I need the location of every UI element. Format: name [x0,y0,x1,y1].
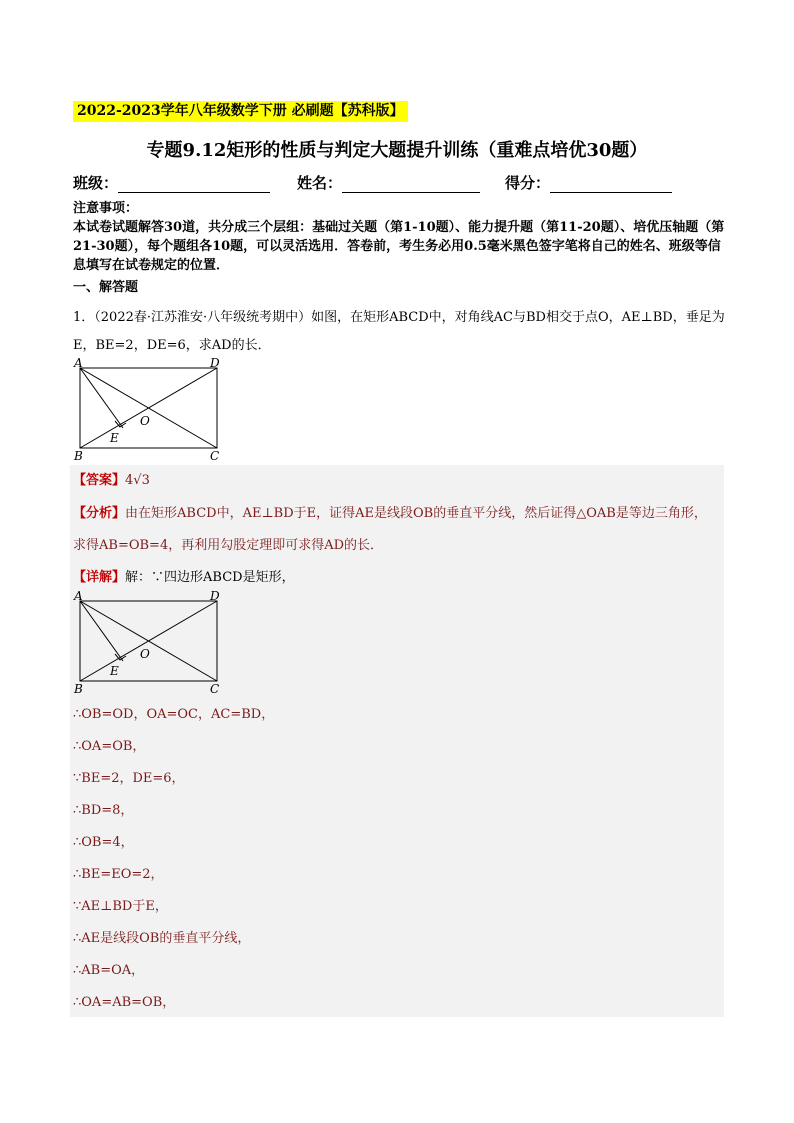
vertex-b-label: B [74,682,83,696]
section-title: 一、解答题 [73,280,139,295]
analysis-text: 由在矩形ABCD中，AE⊥BD于E，证得AE是线段OB的垂直平分线，然后证得△OAB是等边三角形，求得AB=OB=4，再利用勾股定理即可求得AD的长． [73,506,707,553]
vertex-b-label: B [74,449,83,463]
point-e-label: E [110,664,119,678]
point-o-label: O [140,414,150,428]
answer-value: 4√3 [125,473,150,488]
detail-tag: 【详解】 [73,570,126,585]
solution-step: ∴AB=OA， [73,963,145,978]
answer-row [73,470,150,492]
vertex-d-label: D [210,356,220,370]
question-figure [70,356,230,466]
page-title: 专题9.12矩形的性质与判定大题提升训练（重难点培优30题） [146,140,648,161]
solution-step: ∴BD=8， [73,803,134,818]
solution-step: ∴AE是线段OB的垂直平分线， [73,931,251,946]
vertex-c-label: C [210,449,220,463]
analysis-row [73,498,718,562]
name-input-line[interactable] [342,176,480,193]
solution-step: ∴OB=OD，OA=OC，AC=BD， [73,707,275,722]
name-field [297,172,480,192]
solution-step: ∴OB=4， [73,835,134,850]
point-o-label: O [140,647,150,661]
detail-intro: 解：∵四边形ABCD是矩形， [125,570,295,585]
class-input-line[interactable] [118,176,270,193]
detail-row [73,567,295,589]
question-1: 1．（2022春·江苏淮安·八年级统考期中）如图，在矩形ABCD中，对角线AC与BD相交于点O，AE⊥BD，垂足为E，BE=2，DE=6，求AD的长． [73,310,725,353]
vertex-a-label: A [74,356,83,370]
notice-heading: 注意事项： [73,201,139,216]
solution-step: ∴OA=OB， [73,739,146,754]
point-e-label: E [110,431,119,445]
class-label: 班级： [73,174,119,192]
vertex-a-label: A [74,589,83,603]
name-label: 姓名： [297,174,343,192]
score-input-line[interactable] [550,176,672,193]
class-field [73,172,270,192]
answer-tag: 【答案】 [73,473,126,488]
series-tag: 2022-2023学年八年级数学下册 必刷题【苏科版】 [73,101,408,122]
vertex-d-label: D [210,589,220,603]
vertex-c-label: C [210,682,220,696]
notice-body: 本试卷试题解答30道，共分成三个层组：基础过关题（第1-10题）、能力提升题（第11-20题）、培优压轴题（第21-30题），每个题组各10题，可以灵活选用．答卷前，考生务必用0.5毫米黑色签字笔将自己的姓名、班级等信息填写在试卷规定的位置． [73,220,725,273]
solution-figure [70,589,230,699]
solution-step: ∵AE⊥BD于E， [73,899,168,914]
score-label: 得分： [505,174,551,192]
solution-step: ∵BE=2，DE=6， [73,771,185,786]
score-field [505,172,672,192]
analysis-tag: 【分析】 [73,506,126,521]
solution-step: ∴BE=EO=2， [73,867,164,882]
solution-step: ∴OA=AB=OB， [73,995,176,1010]
